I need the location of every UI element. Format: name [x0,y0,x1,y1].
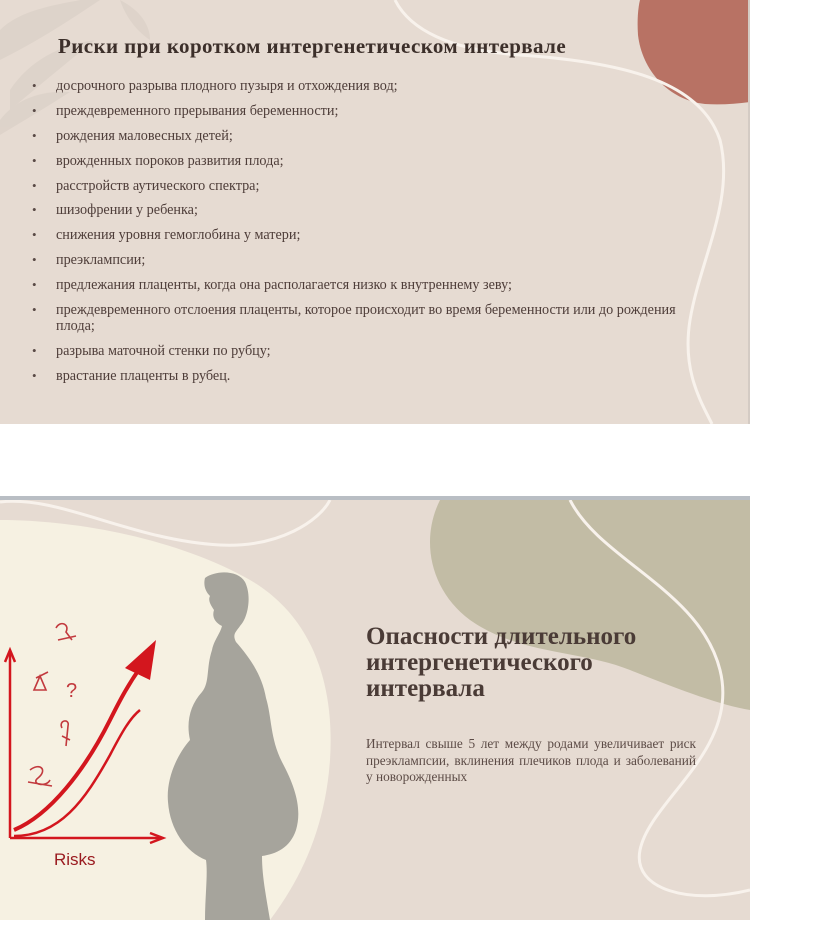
bullet: • [32,102,37,118]
risks-chart-label: Risks [54,850,96,869]
list-item [30,103,710,119]
risk-list [30,78,710,393]
list-item-text: преждевременного отслоения плаценты, которое происходит во время беременности или до рождения плода; [56,302,676,335]
list-item [30,128,710,144]
list-item-text: досрочного разрыва плодного пузыря и отхождения вод; [56,78,398,94]
list-item-text: разрыва маточной стенки по рубцу; [56,342,271,359]
list-item [30,202,710,218]
list-item-text: рождения маловесных детей; [56,127,233,144]
bullet: • [32,177,37,193]
list-item-text: преэклампсии; [56,252,146,269]
list-item [30,368,710,384]
bullet: • [32,342,37,358]
slide-edge [748,0,750,424]
bullet: • [32,302,37,318]
slide-1-title: Риски при коротком интергенетическом интервале [58,34,567,58]
list-item-text: шизофрении у ребенка; [56,202,198,219]
list-item [30,227,710,243]
bullet: • [32,78,37,93]
list-item-text: врастание плаценты в рубец. [56,367,231,384]
slide-2-decoration [0,500,750,920]
list-item [30,302,710,334]
list-item [30,252,710,268]
slide-2-body-text: Интервал свыше 5 лет между родами увеличивает риск преэклампсии, вклинения плечиков плода и заболеваний у новорожденных [366,736,696,784]
bullet: • [32,252,37,268]
list-item [30,343,710,359]
list-item-text: предлежания плаценты, когда она располагается низко к внутреннему зеву; [56,277,512,294]
list-item [30,153,710,169]
slide-2-title: Опасности длительного интергенетического интервала [366,623,637,702]
bullet: • [32,277,37,293]
list-item-text: врожденных пороков развития плода; [56,152,284,169]
bullet: • [32,202,37,218]
cream-circle [0,520,331,920]
list-item [30,178,710,194]
slide-1 [0,0,750,424]
list-item-text: снижения уровня гемоглобина у матери; [56,227,301,244]
slide-2 [0,496,750,920]
bullet: • [32,367,37,383]
list-item-text: расстройств аутического спектра; [56,177,260,194]
bullet: • [32,127,37,143]
list-item [30,277,710,293]
list-item-text: преждевременного прерывания беременности; [56,102,339,119]
list-item [30,78,710,94]
bullet: • [32,227,37,243]
question-icon: ? [66,680,78,702]
bullet: • [32,152,37,168]
